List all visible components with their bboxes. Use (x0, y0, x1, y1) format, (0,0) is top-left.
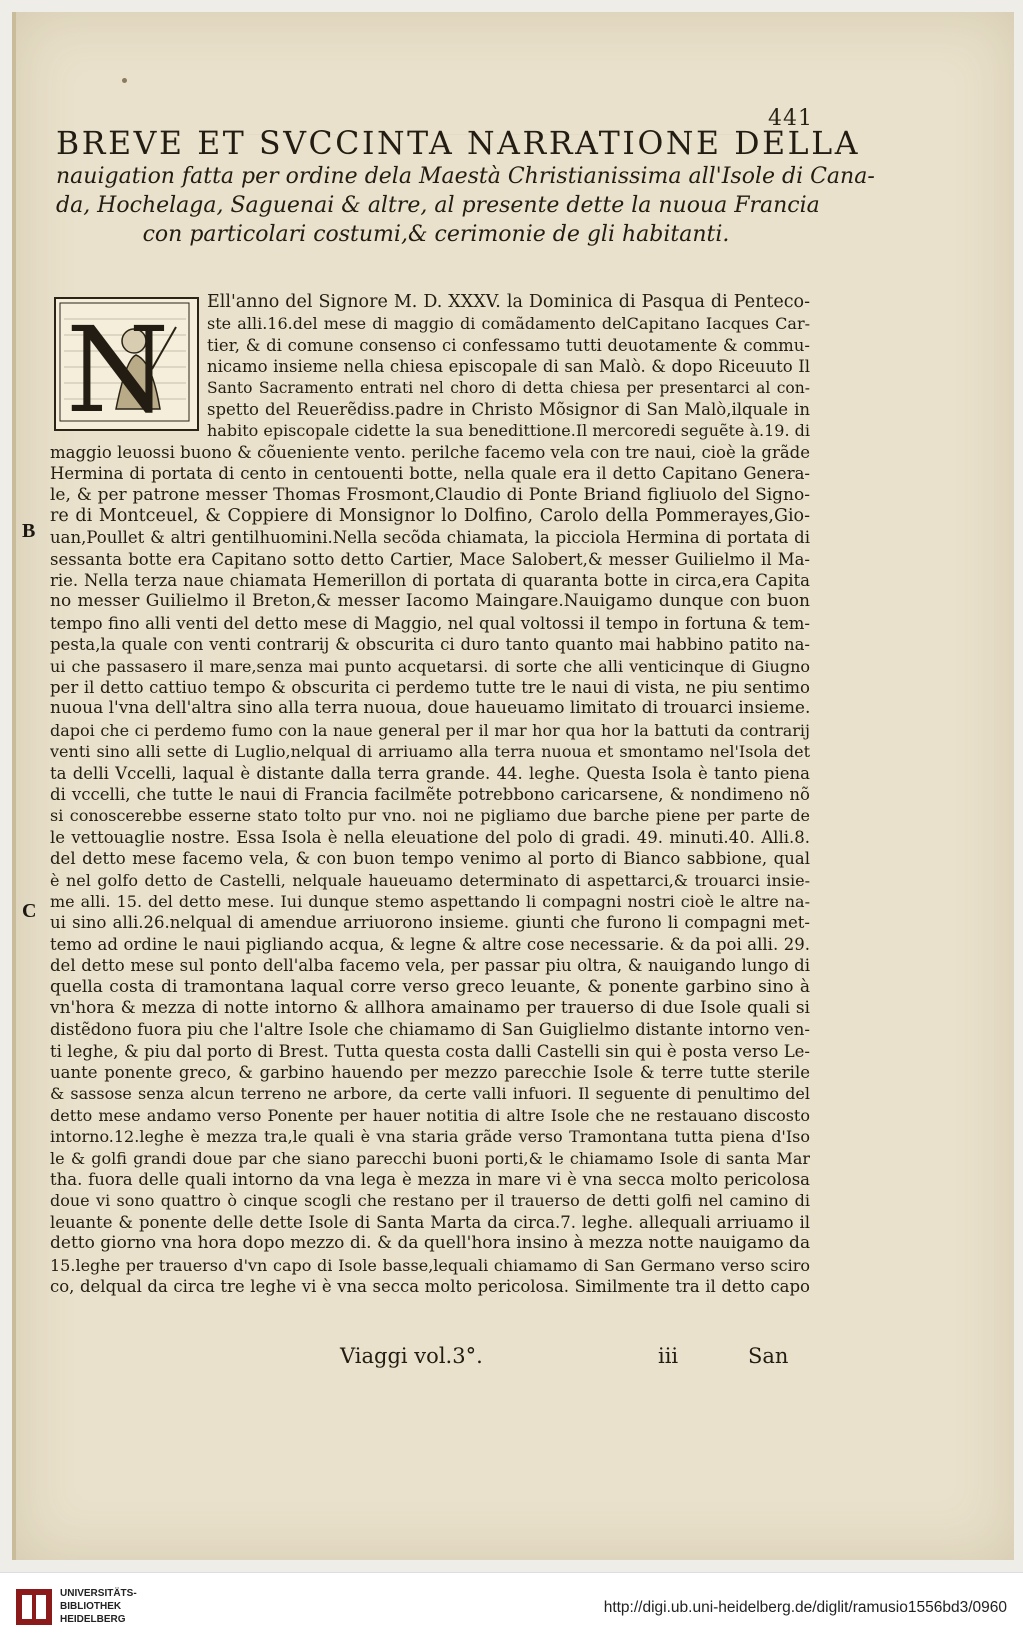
page-number: 441 (768, 106, 813, 131)
title-block (56, 126, 875, 249)
text-line: & sassose senza alcun terreno ne arbore, da certe valli infuori. Il seguente di penultimo del (50, 1084, 810, 1104)
text-line: ta delli Vccelli, laqual è distante dalla terra grande. 44. leghe. Questa Isola è tanto piena (50, 763, 810, 783)
page-title: BREVE ET SVCCINTA NARRATIONE DELLA (56, 126, 861, 162)
text-line: si conoscerebbe esserne stato tolto pur vno. noi ne pigliamo due barche piene per parte de (50, 806, 810, 826)
library-logo-icon (14, 1587, 54, 1627)
page-footer (50, 1344, 810, 1368)
margin-marker: C (22, 900, 37, 922)
signature-mark: Viaggi vol.3°. (340, 1344, 483, 1368)
text-line: ste alli.16.del mese di maggio di comãdamento delCapitano Iacques Car- (207, 314, 810, 334)
catchword: San (748, 1344, 789, 1368)
text-line: rie. Nella terza naue chiamata Hemerillon di portata di quaranta botte in circa,era Capita (50, 571, 810, 591)
text-line: Hermina di portata di cento in centouenti botte, nella quale era il detto Capitano Genera- (50, 464, 810, 484)
sheet-mark: iii (658, 1344, 679, 1368)
margin-marker: B (22, 520, 36, 542)
text-line: doue vi sono quattro ò cinque scogli che restano per il trauerso de detti golfi nel camino di (50, 1191, 810, 1211)
text-line: intorno.12.leghe è mezza tra,le quali è vna staria grãde verso Tramontana tutta piena d'Iso (50, 1127, 810, 1147)
text-line: me alli. 15. del detto mese. Iui dunque stemo aspettando li compagni nostri cioè le altre na- (50, 891, 810, 911)
text-line: tier, & di comune consenso ci confessamo tutti deuotamente & commu- (207, 335, 810, 355)
text-line: habito episcopale cidette la sua benedittione.Il mercoredi seguẽte à.19. di (207, 421, 810, 441)
text-line: 15.leghe per trauerso d'vn capo di Isole basse,lequali chiamamo di San Germano verso sciro (50, 1255, 810, 1275)
text-line: ti leghe, & piu dal porto di Brest. Tutta questa costa dalli Castelli sin qui è posta verso Le- (50, 1041, 810, 1061)
text-line: detto giorno vna hora dopo mezzo di. & da quell'hora insino à mezza notte nauigamo da (50, 1233, 810, 1254)
text-line: dapoi che ci perdemo fumo con la naue general per il mar hor qua hor la battuti da contrarij (50, 720, 810, 740)
text-line: Ell'anno del Signore M. D. XXXV. la Dominica di Pasqua di Penteco- (207, 292, 810, 312)
subtitle-line: nauigation fatta per ordine dela Maestà Christianissima all'Isole di Cana- (56, 164, 875, 189)
text-line: leuante & ponente delle dette Isole di Santa Marta da circa.7. leghe. allequali arriuamo il (50, 1212, 810, 1232)
text-line: ui sino alli.26.nelqual di amendue arriuorono insieme. giunti che furono li compagni met- (50, 913, 810, 933)
subtitle-line: da, Hochelaga, Saguenai & altre, al presente dette la nuoua Francia (56, 193, 820, 218)
initial-letter: N (66, 301, 170, 425)
text-line: le vettouaglie nostre. Essa Isola è nella eleuatione del polo di gradi. 49. minuti.40. Alli.8. (50, 827, 810, 847)
text-line: co, delqual da circa tre leghe vi è vna secca molto pericolosa. Similmente tra il detto capo (50, 1276, 810, 1296)
footer-bar (0, 1572, 1023, 1647)
library-name: UNIVERSITÄTS- BIBLIOTHEK HEIDELBERG (60, 1588, 137, 1625)
text-line: vn'hora & mezza di notte intorno & allhora amainamo per trauerso di due Isole quali si (50, 997, 810, 1018)
text-line: nuoua l'vna dell'altra sino alla terra nuoua, doue haueuamo limitato di trouarci insieme. (50, 698, 810, 719)
text-line: Santo Sacramento entrati nel choro di detta chiesa per presentarci al con- (207, 378, 810, 397)
text-line: venti sino alli sette di Luglio,nelqual di arriuamo alla terra nuoua et smontamo nel'Isola det (50, 742, 810, 762)
text-line: maggio leuossi buono & cõueniente vento. perilche facemo vela con tre naui, cioè la grãde (50, 442, 810, 462)
text-line: tha. fuora delle quali intorno da vna lega è mezza in mare vi è vna secca molto pericolosa (50, 1170, 810, 1190)
text-line: detto mese andamo verso Ponente per hauer notitia di altre Isole che ne restauano discosto (50, 1105, 810, 1125)
text-line: no messer Guilielmo il Breton,& messer Iacomo Maingare.Nauigamo dunque con buon (50, 591, 810, 612)
subtitle-line: con particolari costumi,& cerimonie de gli habitanti. (142, 222, 730, 247)
text-line: spetto del Reuerẽdiss.padre in Christo Mõsignor di San Malò,ilquale in (207, 399, 810, 419)
text-line: del detto mese facemo vela, & con buon tempo venimo al porto di Bianco sabbione, qual (50, 849, 810, 869)
text-line: nicamo insieme nella chiesa episcopale di san Malò. & dopo Riceuuto Il (207, 357, 810, 377)
text-line: re di Montceuel, & Coppiere di Monsignor lo Dolfino, Carolo della Pommerayes,Gio- (50, 505, 810, 526)
text-line: le, & per patrone messer Thomas Frosmont,Claudio di Ponte Briand figliuolo del Signo- (50, 484, 810, 505)
text-line: è nel golfo detto de Castelli, nelquale haueuamo determinato di aspettarci,& trouarci insie- (50, 870, 810, 890)
text-line: uante ponente greco, & garbino hauendo per mezzo parecchie Isole & terre tutte sterile (50, 1063, 810, 1083)
text-line: tempo fino alli venti del detto mese di Maggio, nel qual voltossi il tempo in fortuna & tem- (50, 613, 810, 633)
text-line: di vccelli, che tutte le naui di Francia facilmẽte potrebbono caricarsene, & nondimeno nõ (50, 784, 810, 804)
body-text (50, 292, 810, 1297)
text-line: ui che passasero il mare,senza mai punto acquetarsi. di sorte che alli venticinque di Giugno (50, 656, 810, 676)
text-line: uan,Poullet & altri gentilhuomini.Nella secõda chiamata, la picciola Hermina di portata di (50, 528, 810, 548)
text-line: quella costa di tramontana laqual corre verso greco leuante, & ponente garbino sino à (50, 976, 810, 997)
text-line: pesta,la quale con venti contrarij & obscurita ci duro tanto quanto mai habbino patito na- (50, 635, 810, 655)
source-url-link[interactable]: http://digi.ub.uni-heidelberg.de/diglit/ramusio1556bd3/0960 (603, 1599, 1007, 1616)
text-line: le & golfi grandi doue par che siano parecchi buoni porti,& le chiamamo Isole di santa Mar (50, 1148, 810, 1168)
text-line: temo ad ordine le naui pigliando acqua, & legne & altre cose necessarie. & da poi alli. 29. (50, 934, 810, 954)
text-line: sessanta botte era Capitano sotto detto Cartier, Mace Salobert,& messer Guilielmo il Ma- (50, 549, 810, 569)
text-line: per il detto cattiuo tempo & obscurita ci perdemo tutte tre le naui di vista, ne piu sentimo (50, 678, 810, 698)
text-line: del detto mese sul ponto dell'alba facemo vela, per passar piu oltra, & nauigando lungo di (50, 956, 810, 976)
text-line: distẽdono fuora piu che l'altre Isole che chiamamo di San Guiglielmo distante intorno ven- (50, 1020, 810, 1040)
gutter-mark (122, 78, 127, 83)
